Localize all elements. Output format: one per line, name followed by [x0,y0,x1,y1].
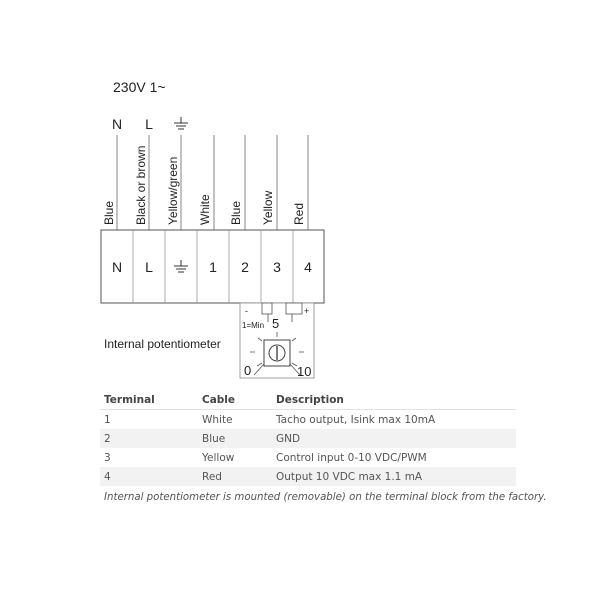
wire-label-n: Blue [102,200,116,225]
wire-label-3: Yellow [261,190,275,225]
cell-terminal: 1 [104,413,111,426]
supply-label: 230V 1~ [113,79,166,95]
terminal-l: L [145,259,153,275]
table-row [100,429,516,448]
cell-description: GND [272,429,516,448]
wire-label-1: White [198,194,212,225]
wire-label-l: Black or brown [134,145,148,225]
potentiometer-low-value: 0 [244,363,252,378]
wire-label-earth: Yellow/green [166,156,180,225]
terminal-1: 1 [209,259,217,275]
terminal-2: 2 [241,259,249,275]
terminal-3: 3 [273,259,281,275]
cell-description: Output 10 VDC max 1.1 mA [272,467,516,486]
wire-label-2: Blue [229,200,243,225]
table-row [100,467,516,486]
cell-cable: Blue [198,429,272,448]
table-note: Internal potentiometer is mounted (removable) on the terminal block from the factory. [104,492,547,503]
table-row [100,410,516,430]
potentiometer-mid-value: 5 [272,316,280,331]
header-cable: Cable [198,391,272,410]
wire-label-4: Red [292,202,306,225]
terminal-4: 4 [304,259,312,275]
supply-terminal-n: N [111,116,123,132]
potentiometer-label: Internal potentiometer [104,337,221,351]
cell-terminal: 2 [100,429,198,448]
cell-cable: White [202,413,233,426]
potentiometer-plus: + [304,306,310,316]
supply-terminal-l: L [145,116,153,132]
cell-terminal: 4 [100,467,198,486]
cell-cable: Yellow [202,451,235,464]
potentiometer-minus: - [245,306,248,316]
potentiometer-min-label: 1=Min [242,321,265,330]
header-terminal: Terminal [100,391,198,410]
cell-description: Control input 0-10 VDC/PWM [276,451,427,464]
terminal-n: N [111,259,123,275]
cell-description: Tacho output, Isink max 10mA [276,413,436,426]
supply-earth-icon [174,117,188,129]
potentiometer-high-value: 10 [297,364,312,379]
header-description: Description [272,391,516,410]
table-header-row [100,391,516,410]
terminal-table [100,391,516,486]
cell-cable: Red [198,467,272,486]
cell-terminal: 3 [104,451,111,464]
table-row [100,448,516,467]
